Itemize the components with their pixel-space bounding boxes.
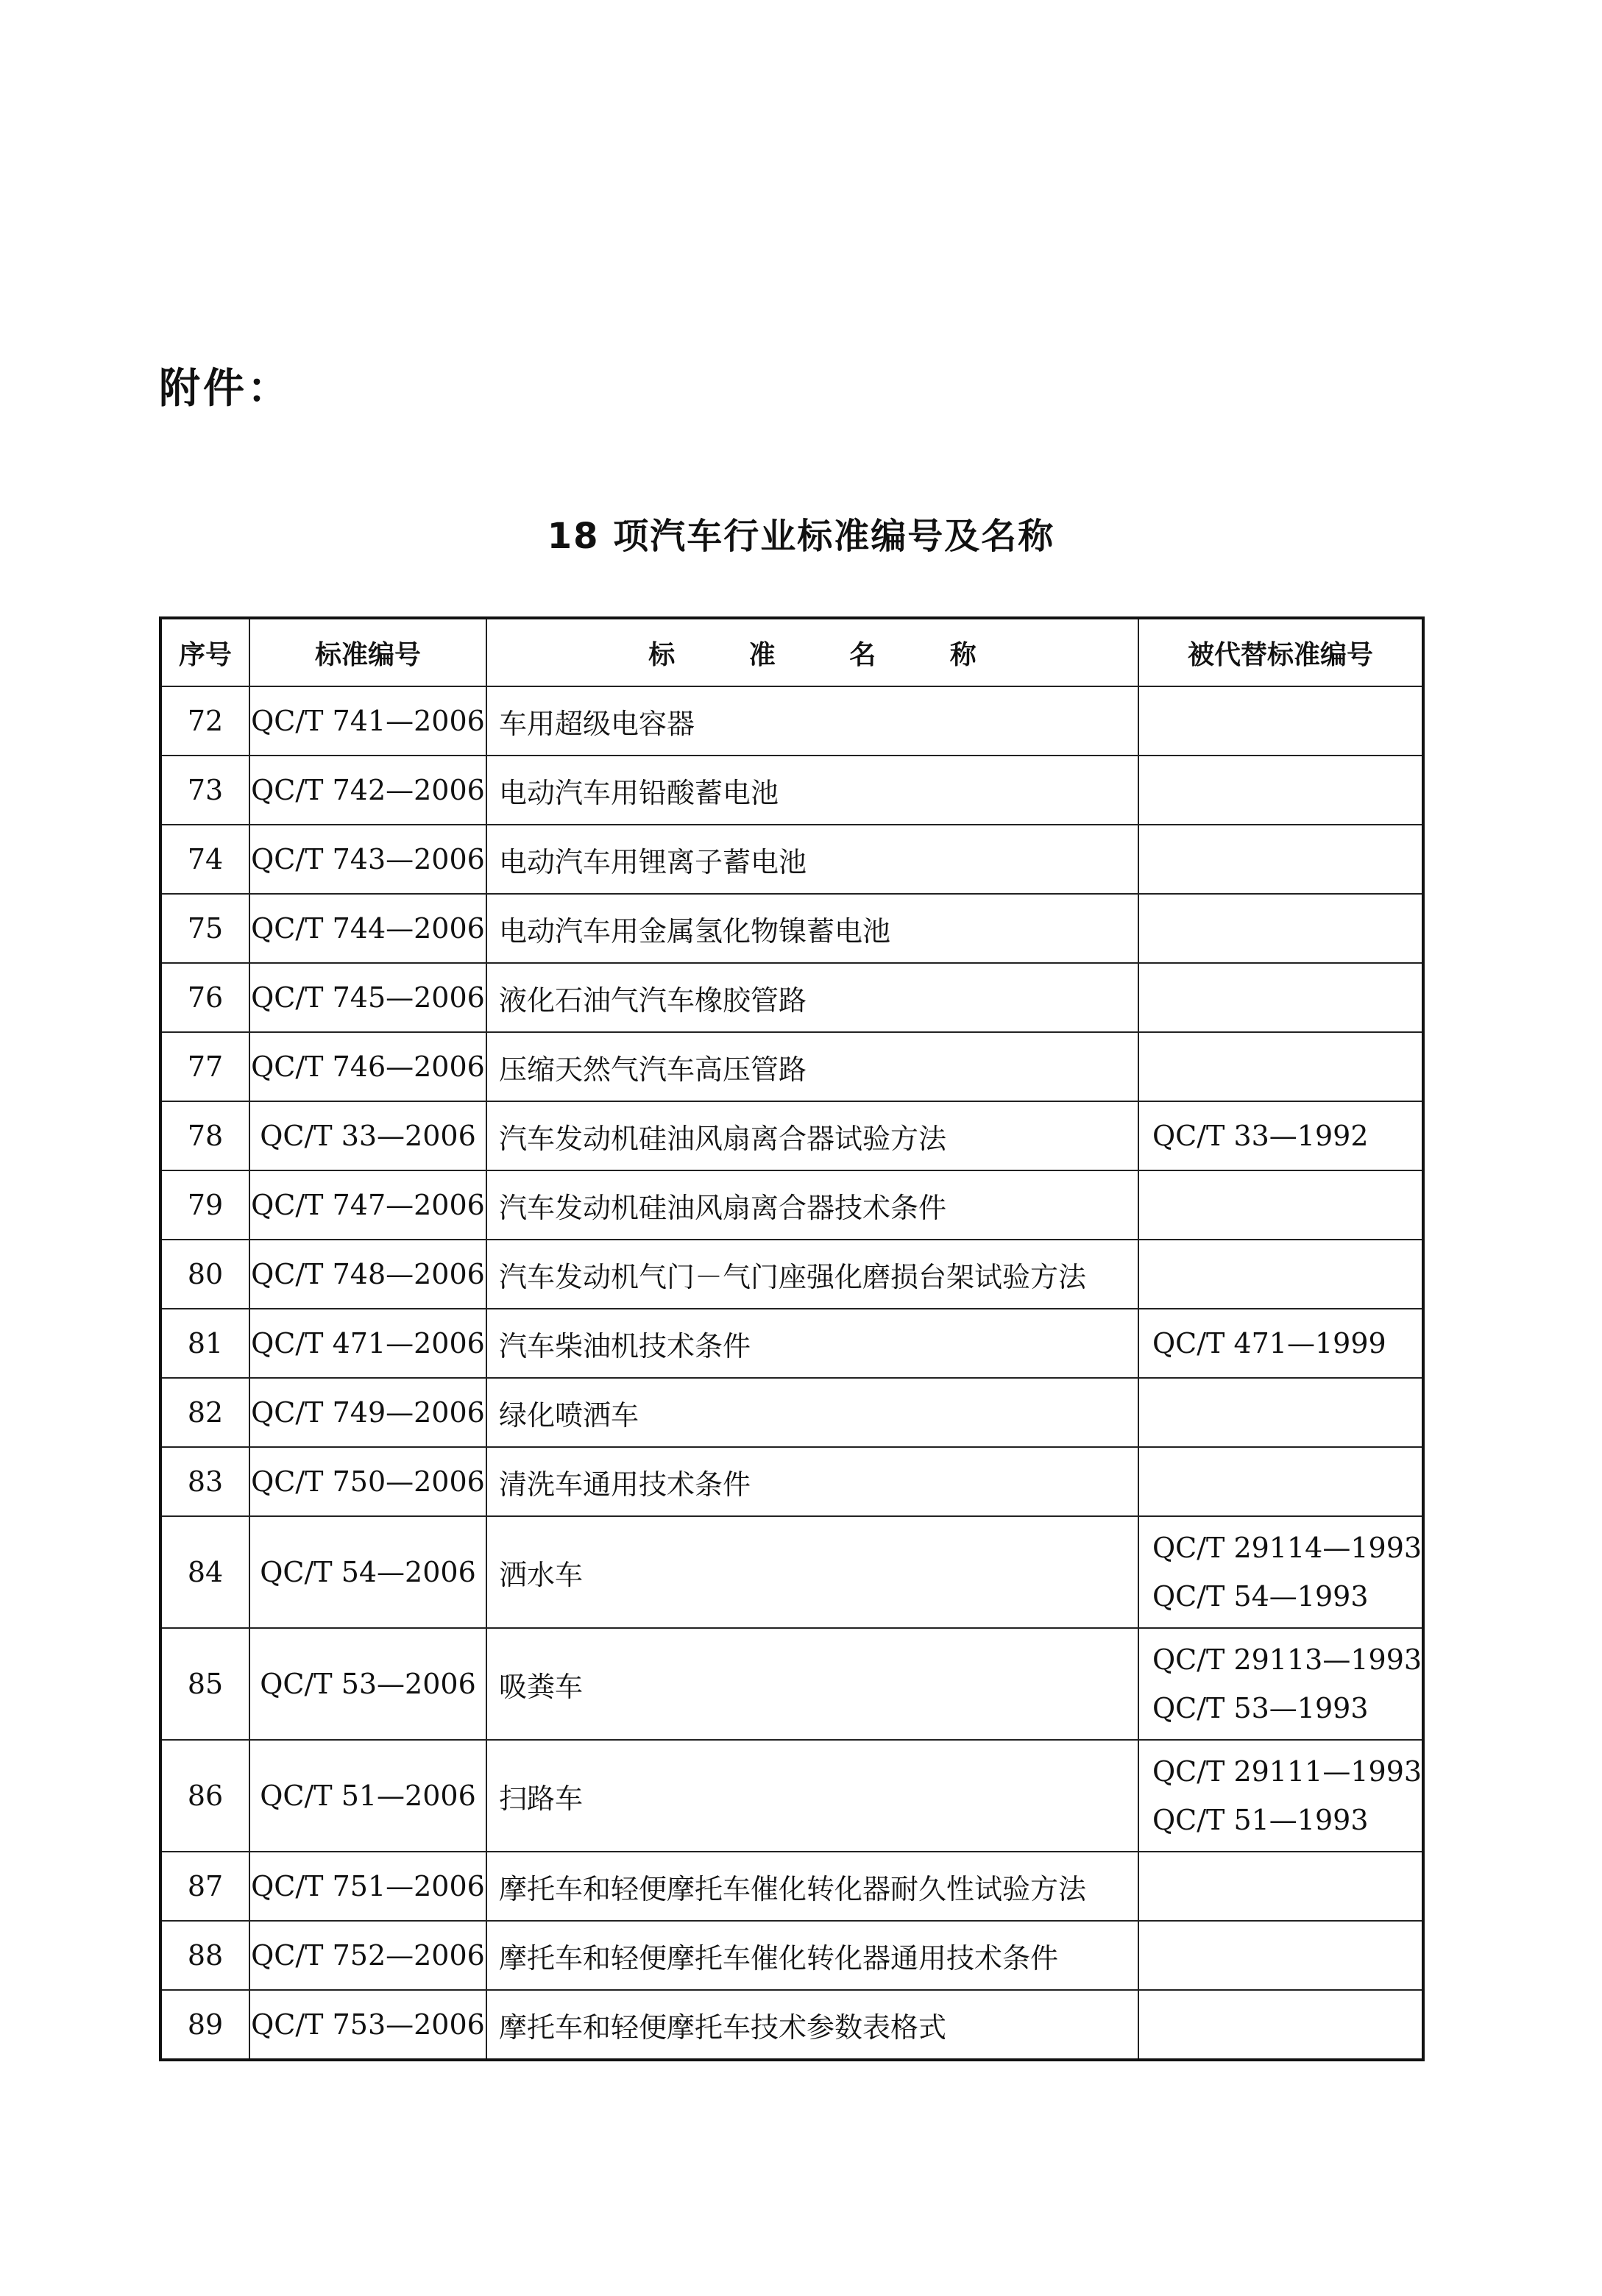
table-row bbox=[160, 1240, 1423, 1309]
standard-name: 摩托车和轻便摩托车催化转化器耐久性试验方法 bbox=[486, 1852, 1138, 1921]
table-row bbox=[160, 1447, 1423, 1516]
standard-name: 绿化喷洒车 bbox=[486, 1378, 1138, 1447]
standard-code: QC/T 53—2006 bbox=[249, 1628, 486, 1740]
row-number: 89 bbox=[160, 1990, 249, 2060]
standard-name: 电动汽车用铅酸蓄电池 bbox=[486, 756, 1138, 825]
replaced-standard-cell bbox=[1138, 686, 1423, 756]
replaced-standard-cell bbox=[1138, 1032, 1423, 1101]
standards-table bbox=[159, 616, 1425, 2061]
header-no: 序号 bbox=[160, 618, 249, 686]
standard-name: 汽车柴油机技术条件 bbox=[486, 1309, 1138, 1378]
row-number: 81 bbox=[160, 1309, 249, 1378]
row-number: 86 bbox=[160, 1740, 249, 1852]
table-row bbox=[160, 1170, 1423, 1240]
row-number: 87 bbox=[160, 1852, 249, 1921]
standard-code: QC/T 741—2006 bbox=[249, 686, 486, 756]
replaced-standard-code: QC/T 471—1999 bbox=[1152, 1327, 1386, 1360]
replaced-standard-cell bbox=[1138, 1170, 1423, 1240]
row-number: 75 bbox=[160, 894, 249, 963]
replaced-standard-code: QC/T 54—1993 bbox=[1152, 1580, 1369, 1613]
replaced-standard-cell bbox=[1138, 1378, 1423, 1447]
header-replaced: 被代替标准编号 bbox=[1138, 618, 1423, 686]
replaced-standard-code: QC/T 51—1993 bbox=[1152, 1804, 1369, 1836]
row-number: 88 bbox=[160, 1921, 249, 1990]
standard-name: 清洗车通用技术条件 bbox=[486, 1447, 1138, 1516]
replaced-standard-code: QC/T 29111—1993 bbox=[1152, 1755, 1422, 1788]
table-row bbox=[160, 1740, 1423, 1852]
standard-code: QC/T 745—2006 bbox=[249, 963, 486, 1032]
table-header-row bbox=[160, 618, 1423, 686]
row-number: 72 bbox=[160, 686, 249, 756]
table-row bbox=[160, 1921, 1423, 1990]
standard-name: 吸粪车 bbox=[486, 1628, 1138, 1740]
replaced-standard-code: QC/T 53—1993 bbox=[1152, 1692, 1369, 1724]
replaced-standard-cell bbox=[1138, 1309, 1423, 1378]
replaced-standard-cell bbox=[1138, 1921, 1423, 1990]
standard-name: 摩托车和轻便摩托车技术参数表格式 bbox=[486, 1990, 1138, 2060]
standard-code: QC/T 748—2006 bbox=[249, 1240, 486, 1309]
replaced-standard-code: QC/T 33—1992 bbox=[1152, 1120, 1369, 1152]
row-number: 74 bbox=[160, 825, 249, 894]
row-number: 80 bbox=[160, 1240, 249, 1309]
replaced-standard-cell bbox=[1138, 1852, 1423, 1921]
standard-code: QC/T 747—2006 bbox=[249, 1170, 486, 1240]
row-number: 76 bbox=[160, 963, 249, 1032]
replaced-standard-cell bbox=[1138, 963, 1423, 1032]
standard-code: QC/T 746—2006 bbox=[249, 1032, 486, 1101]
table-row bbox=[160, 686, 1423, 756]
standard-name: 汽车发动机硅油风扇离合器技术条件 bbox=[486, 1170, 1138, 1240]
replaced-standard-code: QC/T 29113—1993 bbox=[1152, 1643, 1422, 1676]
standard-code: QC/T 33—2006 bbox=[249, 1101, 486, 1170]
replaced-standard-cell bbox=[1138, 825, 1423, 894]
standard-code: QC/T 753—2006 bbox=[249, 1990, 486, 2060]
standard-code: QC/T 750—2006 bbox=[249, 1447, 486, 1516]
standard-code: QC/T 749—2006 bbox=[249, 1378, 486, 1447]
table-row bbox=[160, 1032, 1423, 1101]
standard-code: QC/T 752—2006 bbox=[249, 1921, 486, 1990]
table-row bbox=[160, 1852, 1423, 1921]
standard-code: QC/T 54—2006 bbox=[249, 1516, 486, 1628]
standard-name: 液化石油气汽车橡胶管路 bbox=[486, 963, 1138, 1032]
standard-name: 汽车发动机气门－气门座强化磨损台架试验方法 bbox=[486, 1240, 1138, 1309]
standard-code: QC/T 744—2006 bbox=[249, 894, 486, 963]
table-row bbox=[160, 963, 1423, 1032]
replaced-standard-cell bbox=[1138, 894, 1423, 963]
table-row bbox=[160, 825, 1423, 894]
replaced-standard-code: QC/T 29114—1993 bbox=[1152, 1532, 1422, 1564]
standard-code: QC/T 471—2006 bbox=[249, 1309, 486, 1378]
standard-name: 洒水车 bbox=[486, 1516, 1138, 1628]
replaced-standard-cell bbox=[1138, 1990, 1423, 2060]
table-row bbox=[160, 1378, 1423, 1447]
standard-code: QC/T 51—2006 bbox=[249, 1740, 486, 1852]
attachment-label: 附件： bbox=[159, 365, 291, 413]
standard-code: QC/T 742—2006 bbox=[249, 756, 486, 825]
table-row bbox=[160, 1516, 1423, 1628]
table-row bbox=[160, 1101, 1423, 1170]
row-number: 85 bbox=[160, 1628, 249, 1740]
replaced-standard-cell bbox=[1138, 1101, 1423, 1170]
standard-name: 汽车发动机硅油风扇离合器试验方法 bbox=[486, 1101, 1138, 1170]
row-number: 84 bbox=[160, 1516, 249, 1628]
standard-name: 电动汽车用金属氢化物镍蓄电池 bbox=[486, 894, 1138, 963]
header-code: 标准编号 bbox=[249, 618, 486, 686]
standard-name: 车用超级电容器 bbox=[486, 686, 1138, 756]
standard-name: 摩托车和轻便摩托车催化转化器通用技术条件 bbox=[486, 1921, 1138, 1990]
replaced-standard-cell bbox=[1138, 1740, 1423, 1852]
table-row bbox=[160, 756, 1423, 825]
row-number: 79 bbox=[160, 1170, 249, 1240]
standard-code: QC/T 743—2006 bbox=[249, 825, 486, 894]
standard-code: QC/T 751—2006 bbox=[249, 1852, 486, 1921]
table-row bbox=[160, 1628, 1423, 1740]
row-number: 82 bbox=[160, 1378, 249, 1447]
header-name: 标 准 名 称 bbox=[486, 618, 1138, 686]
replaced-standard-cell bbox=[1138, 756, 1423, 825]
row-number: 83 bbox=[160, 1447, 249, 1516]
row-number: 78 bbox=[160, 1101, 249, 1170]
standard-name: 电动汽车用锂离子蓄电池 bbox=[486, 825, 1138, 894]
replaced-standard-cell bbox=[1138, 1516, 1423, 1628]
document-title: 18 项汽车行业标准编号及名称 bbox=[547, 516, 1055, 557]
replaced-standard-cell bbox=[1138, 1447, 1423, 1516]
row-number: 73 bbox=[160, 756, 249, 825]
replaced-standard-cell bbox=[1138, 1240, 1423, 1309]
replaced-standard-cell bbox=[1138, 1628, 1423, 1740]
standard-name: 压缩天然气汽车高压管路 bbox=[486, 1032, 1138, 1101]
table-row bbox=[160, 894, 1423, 963]
table-row bbox=[160, 1309, 1423, 1378]
standard-name: 扫路车 bbox=[486, 1740, 1138, 1852]
table-row bbox=[160, 1990, 1423, 2060]
row-number: 77 bbox=[160, 1032, 249, 1101]
table-body bbox=[160, 686, 1423, 2060]
